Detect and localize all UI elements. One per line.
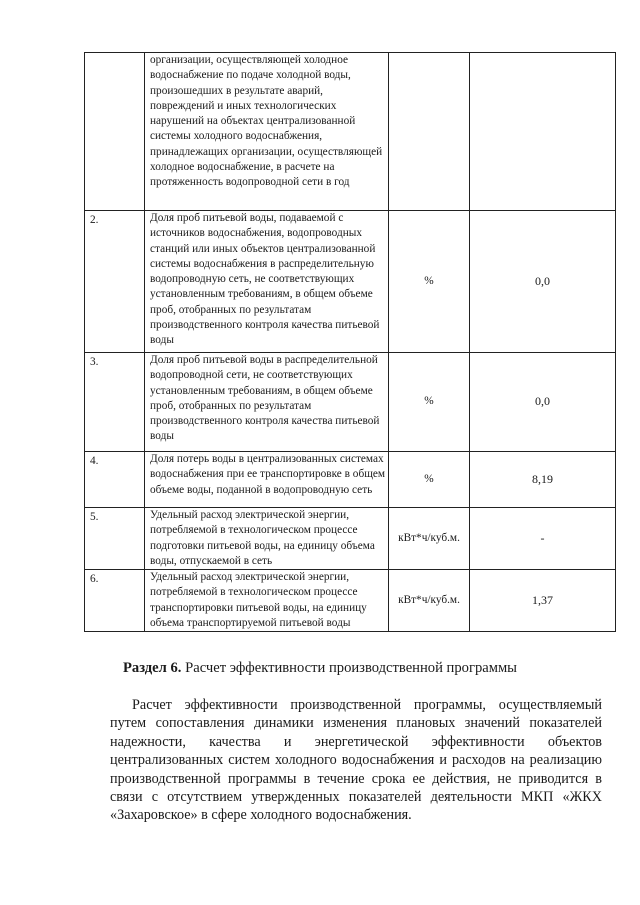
body-paragraph: Расчет эффективности производственной программы, осуществляемый путем сопоставления динамики изменения плановых значений показателей надежности, качества и энергетической эффективности объектов централизованных систем холодного водоснабжения и расходов на реализацию производственной программы в течение срока ее действия, не приводится в связи с отсутствием утвержденных показателей деятельности МКП «ЖКХ «Захаровское» в сфере холодного водоснабжения.	[110, 697, 602, 824]
value-cell: -	[470, 508, 616, 570]
section-label: Раздел 6.	[122, 660, 182, 676]
section-heading	[0, 660, 640, 677]
table-row	[85, 452, 616, 508]
unit-cell: %	[389, 452, 470, 508]
value-cell: 8,19	[470, 452, 616, 508]
row-number: 4.	[85, 452, 145, 508]
table-row	[85, 508, 616, 570]
unit-cell: %	[389, 211, 470, 353]
row-number	[85, 53, 145, 211]
indicator-description: Доля проб питьевой воды в распределительной водопроводной сети, не соответствующих установленным требованиям, в общем объеме проб, отобранных по результатам производственного контроля качества питьевой воды	[145, 353, 389, 452]
value-cell: 1,37	[470, 570, 616, 632]
indicator-description: Доля проб питьевой воды, подаваемой с источников водоснабжения, водопроводных станций или иных объектов централизованной системы водоснабжения в распределительную водопроводную сеть, не соответствующих установленным требованиям, в общем объеме проб, отобранных по результатам производственного контроля качества питьевой воды	[145, 211, 389, 353]
table-row	[85, 570, 616, 632]
table-row	[85, 353, 616, 452]
row-number: 5.	[85, 508, 145, 570]
unit-cell	[389, 53, 470, 211]
indicator-description: Удельный расход электрической энергии, потребляемой в технологическом процессе подготовки питьевой воды, на единицу объема воды, отпускаемой в сеть	[145, 508, 389, 570]
row-number: 2.	[85, 211, 145, 353]
table-row	[85, 211, 616, 353]
unit-cell: кВт*ч/куб.м.	[389, 508, 470, 570]
row-number: 6.	[85, 570, 145, 632]
indicator-description: организации, осуществляющей холодное водоснабжение по подаче холодной воды, произошедших в результате аварий, повреждений и иных технологических нарушений на объектах централизованной системы холодного водоснабжения, принадлежащих организации, осуществляющей холодное водоснабжение, в расчете на протяженность водопроводной сети в год	[145, 53, 389, 211]
value-cell: 0,0	[470, 211, 616, 353]
table-row	[85, 53, 616, 211]
unit-cell: кВт*ч/куб.м.	[389, 570, 470, 632]
section-title: Расчет эффективности производственной программы	[181, 660, 517, 676]
indicator-description: Удельный расход электрической энергии, потребляемой в технологическом процессе транспортировки питьевой воды, на единицу объема транспортируемой питьевой воды	[145, 570, 389, 632]
value-cell: 0,0	[470, 353, 616, 452]
unit-cell: %	[389, 353, 470, 452]
value-cell	[470, 53, 616, 211]
indicator-description: Доля потерь воды в централизованных системах водоснабжения при ее транспортировке в общем объеме воды, поданной в водопроводную сеть	[145, 452, 389, 508]
row-number: 3.	[85, 353, 145, 452]
indicators-table	[84, 52, 616, 632]
